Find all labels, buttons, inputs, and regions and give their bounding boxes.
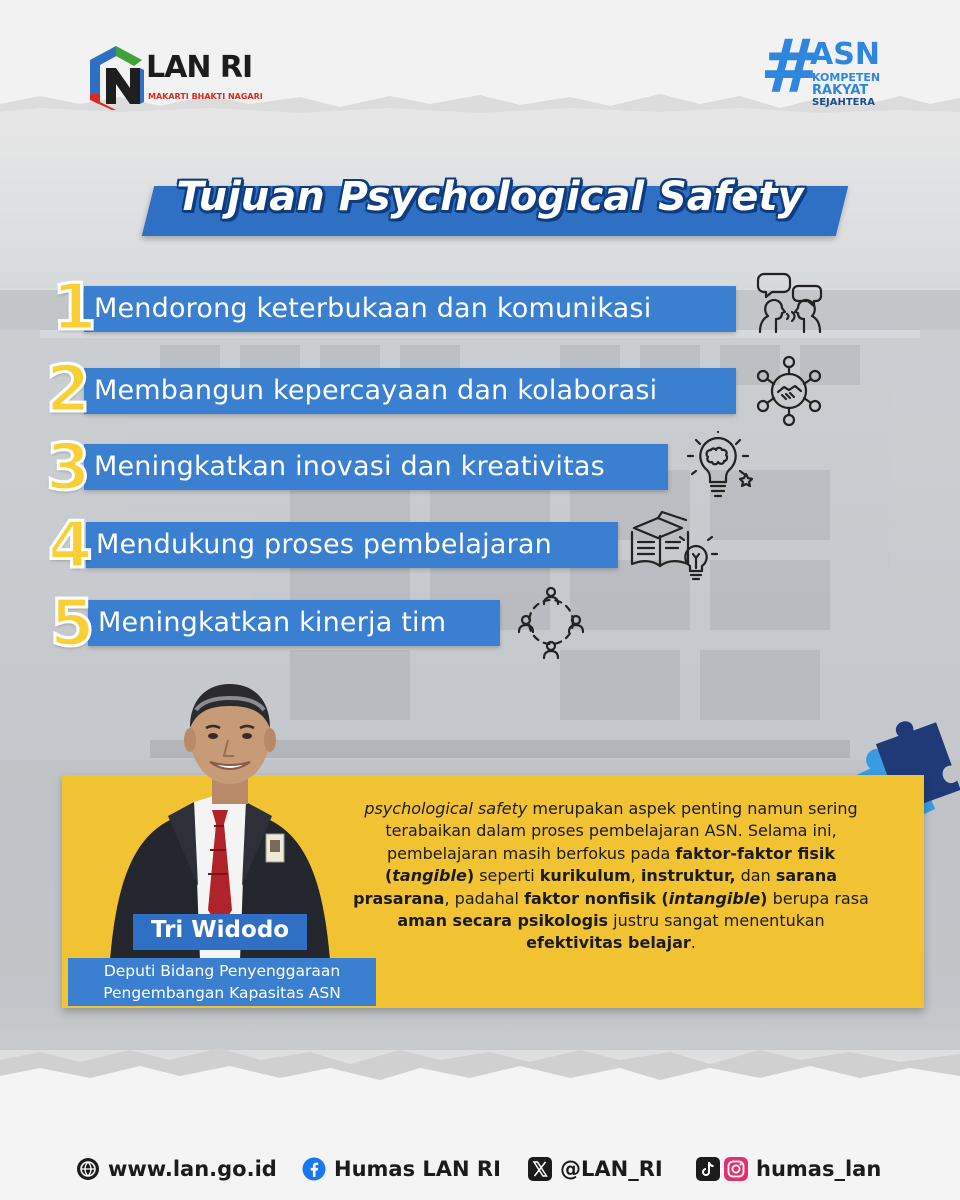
globe-icon (76, 1157, 100, 1181)
quote-bold-term: instruktur, (640, 866, 736, 886)
quote-bold-term (524, 889, 767, 908)
speaker-role-line-2: Pengembangan Kapasitas ASN (103, 984, 341, 1002)
quote-segment: faktor nonfisik ( (524, 888, 669, 908)
quote-italic-term: psychological safety (364, 799, 528, 818)
item-bar (84, 444, 668, 490)
quote-segment: intangible (668, 888, 761, 908)
facebook-link[interactable]: Humas LAN RI (334, 1157, 501, 1181)
hashtag-main: ASN (810, 37, 880, 72)
item-label: Mendorong keterbukaan dan komunikasi (94, 293, 652, 324)
quote-segment: tangible (392, 866, 467, 886)
hashtag-line-1: KOMPETEN (812, 71, 881, 84)
item-number: 4 (48, 509, 93, 583)
page-title: Tujuan Psychological Safety (176, 174, 804, 220)
footer-x[interactable] (528, 1154, 663, 1184)
item-bar (84, 368, 736, 414)
quote-segment: , padahal (444, 888, 525, 908)
quote-segment: seperti (474, 866, 540, 886)
x-twitter-icon (528, 1157, 552, 1181)
quote-bold-term: kurikulum (539, 866, 631, 886)
quote-segment: faktor-faktor fisik ( (384, 843, 835, 886)
speaker-role-line-1: Deputi Bidang Penyenggaraan (103, 962, 341, 980)
x-handle-link[interactable]: @LAN_RI (560, 1157, 663, 1181)
speaker-name-badge (133, 914, 307, 950)
speaker-role (68, 960, 376, 1004)
quote-segment: dan (735, 866, 776, 886)
quote-segment: berupa rasa (767, 888, 869, 908)
item-label: Mendukung proses pembelajaran (96, 529, 552, 560)
lan-ri-logo (86, 44, 266, 114)
footer-website[interactable] (76, 1154, 277, 1184)
website-link[interactable]: www.lan.go.id (108, 1157, 277, 1181)
item-bar (88, 600, 500, 646)
social-handle-link[interactable]: humas_lan (756, 1157, 882, 1181)
footer (0, 1150, 960, 1190)
hashtag-line-3: SEJAHTERA (812, 97, 875, 108)
item-label: Membangun kepercayaan dan kolaborasi (94, 375, 658, 406)
quote-segment: justru sangat menentukan (608, 911, 825, 931)
lan-logo-mark-icon (86, 44, 148, 110)
book-lightbulb-icon (628, 506, 720, 582)
brain-lightbulb-icon (680, 430, 756, 502)
quote-text (350, 798, 872, 955)
hashtag-line-2: RAKYAT (812, 83, 869, 98)
item-number: 3 (46, 431, 91, 505)
instagram-icon (724, 1157, 748, 1181)
tiktok-icon (696, 1157, 720, 1181)
item-number: 2 (46, 353, 91, 427)
quote-bold-term: efektivitas belajar (526, 933, 691, 953)
quote-segment: , (630, 866, 641, 886)
handshake-network-icon (752, 354, 826, 428)
quote-segment: . (690, 933, 696, 953)
footer-social[interactable] (696, 1154, 881, 1184)
quote-segment: ) (760, 888, 768, 908)
hashtag-logo (760, 24, 890, 114)
footer-facebook[interactable] (302, 1154, 501, 1184)
item-label: Meningkatkan kinerja tim (98, 607, 447, 638)
facebook-icon (302, 1157, 326, 1181)
team-circle-icon (516, 584, 586, 660)
item-bar (84, 286, 736, 332)
quote-bold-term: aman secara psikologis (397, 911, 609, 931)
speaker-role-badge (68, 958, 376, 1006)
item-number: 5 (50, 587, 95, 661)
logo-subtitle: MAKARTI BHAKTI NAGARI (148, 92, 263, 101)
speaker-name: Tri Widodo (150, 917, 290, 943)
item-number: 1 (52, 271, 97, 345)
item-label: Meningkatkan inovasi dan kreativitas (94, 451, 605, 482)
logo-title: LAN RI (146, 50, 253, 85)
quote-segment: merupakan aspek penting namun sering terabaikan dalam proses pembelajaran ASN. Selama ini, pembelajaran masih berfokus pada (385, 799, 858, 863)
item-bar (86, 522, 618, 568)
quote-bold-term: sarana prasarana (353, 866, 838, 908)
quote-segment: ) (466, 866, 475, 886)
conversation-icon (750, 268, 830, 338)
hash-icon: # (760, 24, 823, 110)
